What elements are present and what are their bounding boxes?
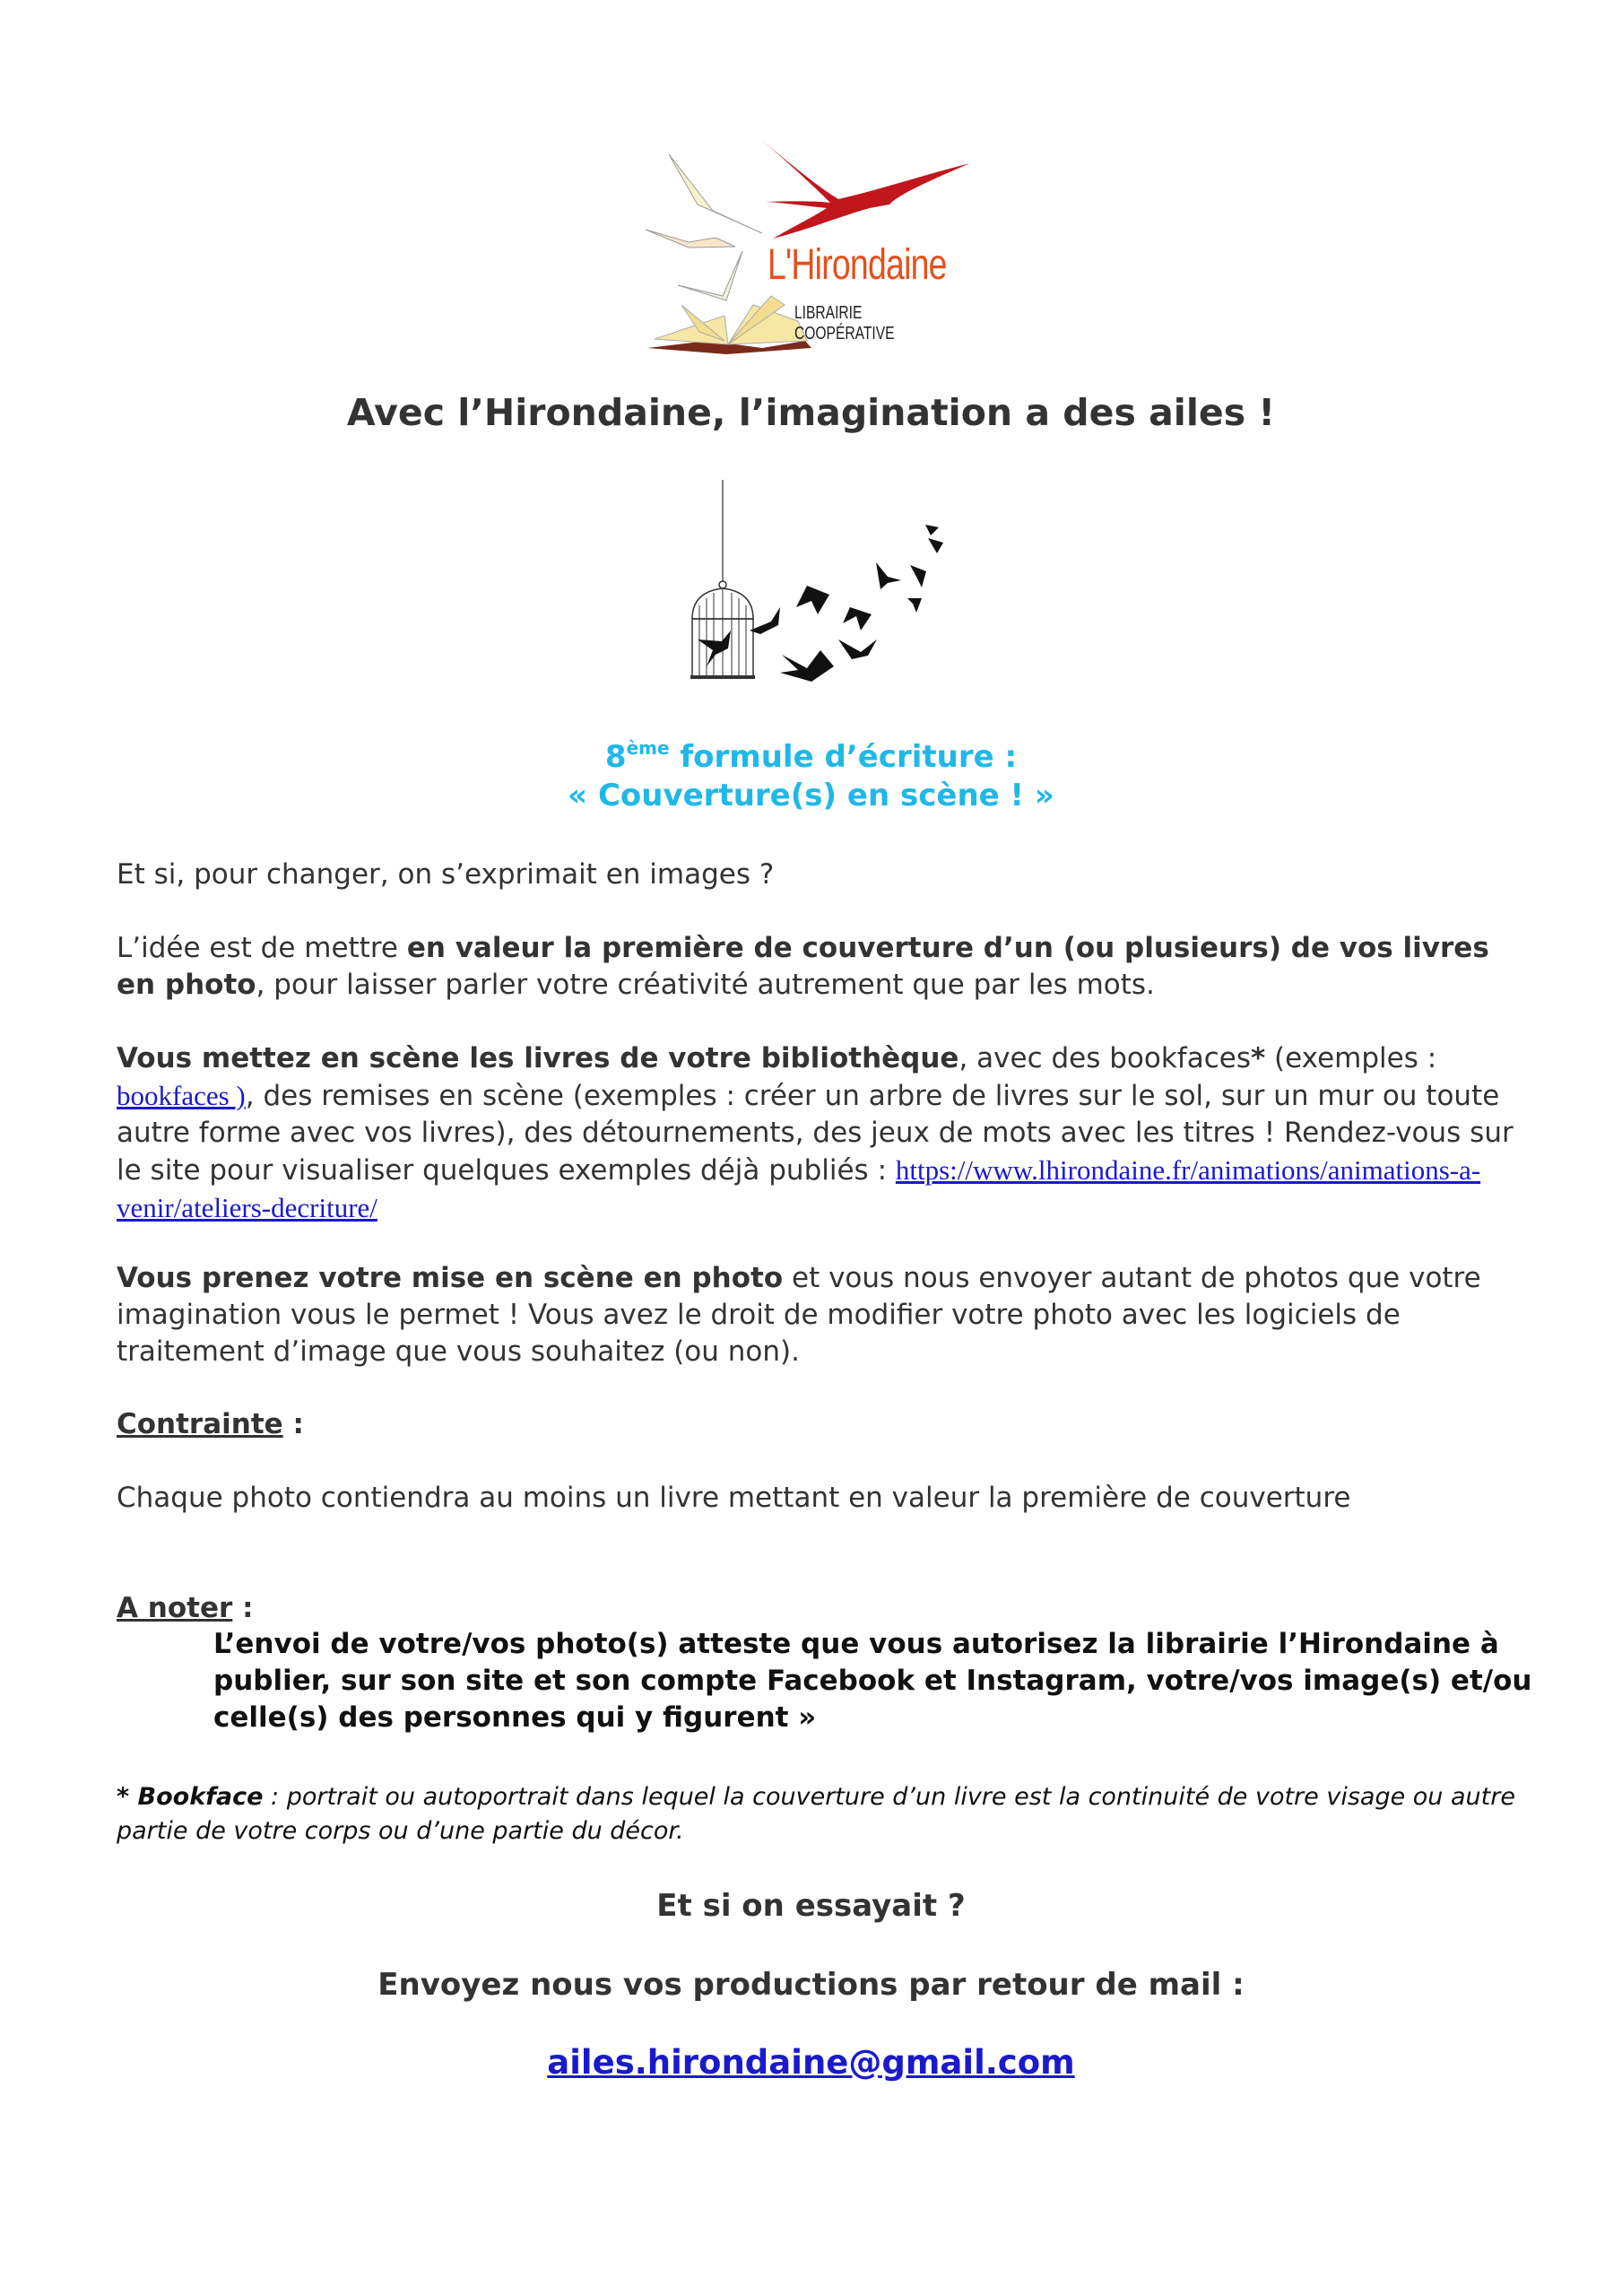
staging-text2: (exemples :: [1265, 1042, 1437, 1074]
note-heading: [117, 1590, 1533, 1627]
birdcage-illustration: [681, 480, 950, 695]
idea-bold: en valeur la première de couverture d’un (ou plusieurs) de vos livres en photo: [117, 932, 1489, 1001]
constraint-colon: :: [282, 1408, 304, 1440]
idea-text-before: L’idée est de mettre: [117, 932, 407, 964]
cta-send: Envoyez nous vos productions par retour de mail :: [377, 1967, 1245, 2003]
note-colon: :: [232, 1592, 254, 1624]
photo-paragraph: [117, 1260, 1533, 1370]
formula-number: 8: [604, 739, 627, 775]
staging-text1: , avec des bookfaces: [958, 1042, 1251, 1074]
email-link[interactable]: ailes.hirondaine@gmail.com: [547, 2043, 1075, 2082]
email-row: [0, 2043, 1622, 2082]
page-title: Avec l’Hirondaine, l’imagination a des ailes !: [346, 391, 1276, 434]
footnote-text: : portrait ou autoportrait dans lequel la couverture d’un livre est la continuité de votre visage ou autre partie de votre corps ou d’une partie du décor.: [117, 1783, 1515, 1845]
formula-line1: formule d’écriture :: [669, 739, 1018, 775]
note-label: A noter: [117, 1592, 233, 1624]
intro-paragraph: Et si, pour changer, on s’exprimait en images ?: [117, 858, 775, 891]
idea-paragraph: [117, 930, 1533, 1004]
note-text: L’envoi de votre/vos photo(s) atteste que vous autorisez la librairie l’Hirondaine à publier, sur son site et son compte Facebook et Instagram, votre/vos image(s) et/ou celle(s) des personnes qui y figurent »: [213, 1628, 1532, 1734]
bookfaces-link[interactable]: bookfaces ): [117, 1080, 246, 1111]
librairie-logo: [628, 126, 968, 359]
formula-heading-line2: « Couverture(s) en scène ! »: [568, 778, 1054, 813]
staging-text3: , des remises en scène (exemples : créer un arbre de livres sur le sol, sur un mur ou toute autre forme avec vos livres), des détournements, des jeux de mots avec les titres ! Rendez-vous sur le site pour visualiser quelques exemples déjà publiés :: [117, 1080, 1514, 1187]
formula-sup: ème: [626, 737, 670, 759]
birdcage-with-swallows-icon: [681, 480, 950, 695]
cta-try: Et si on essayait ?: [656, 1888, 966, 1924]
asterisk: *: [1250, 1042, 1266, 1074]
logo-name: L'Hirondaine: [768, 241, 947, 289]
constraint-text: Chaque photo contiendra au moins un livre mettant en valeur la première de couverture: [117, 1482, 1351, 1514]
constraint-label: Contrainte: [117, 1408, 283, 1440]
photo-text: et vous nous envoyer autant de photos que votre imagination vous le permet ! Vous avez le droit de modifier votre photo avec les logiciels de traitement d’image que vous souhaitez (ou non).: [117, 1262, 1481, 1368]
photo-bold: Vous prenez votre mise en scène en photo: [117, 1262, 784, 1294]
website-link[interactable]: https://www.lhirondaine.fr/animations/animations-a-venir/ateliers-decriture/: [117, 1154, 1481, 1223]
staging-paragraph: [117, 1040, 1533, 1227]
formula-heading-line1: [0, 737, 1622, 775]
footnote-term: * Bookface: [117, 1783, 264, 1811]
logo-subtitle: LIBRAIRIE COOPÉRATIVE: [794, 303, 895, 344]
staging-bold: Vous mettez en scène les livres de votre bibliothèque: [117, 1042, 959, 1074]
constraint-heading: [117, 1406, 1533, 1443]
footnote: [117, 1780, 1551, 1848]
idea-text-after: , pour laisser parler votre créativité autrement que par les mots.: [256, 969, 1155, 1001]
